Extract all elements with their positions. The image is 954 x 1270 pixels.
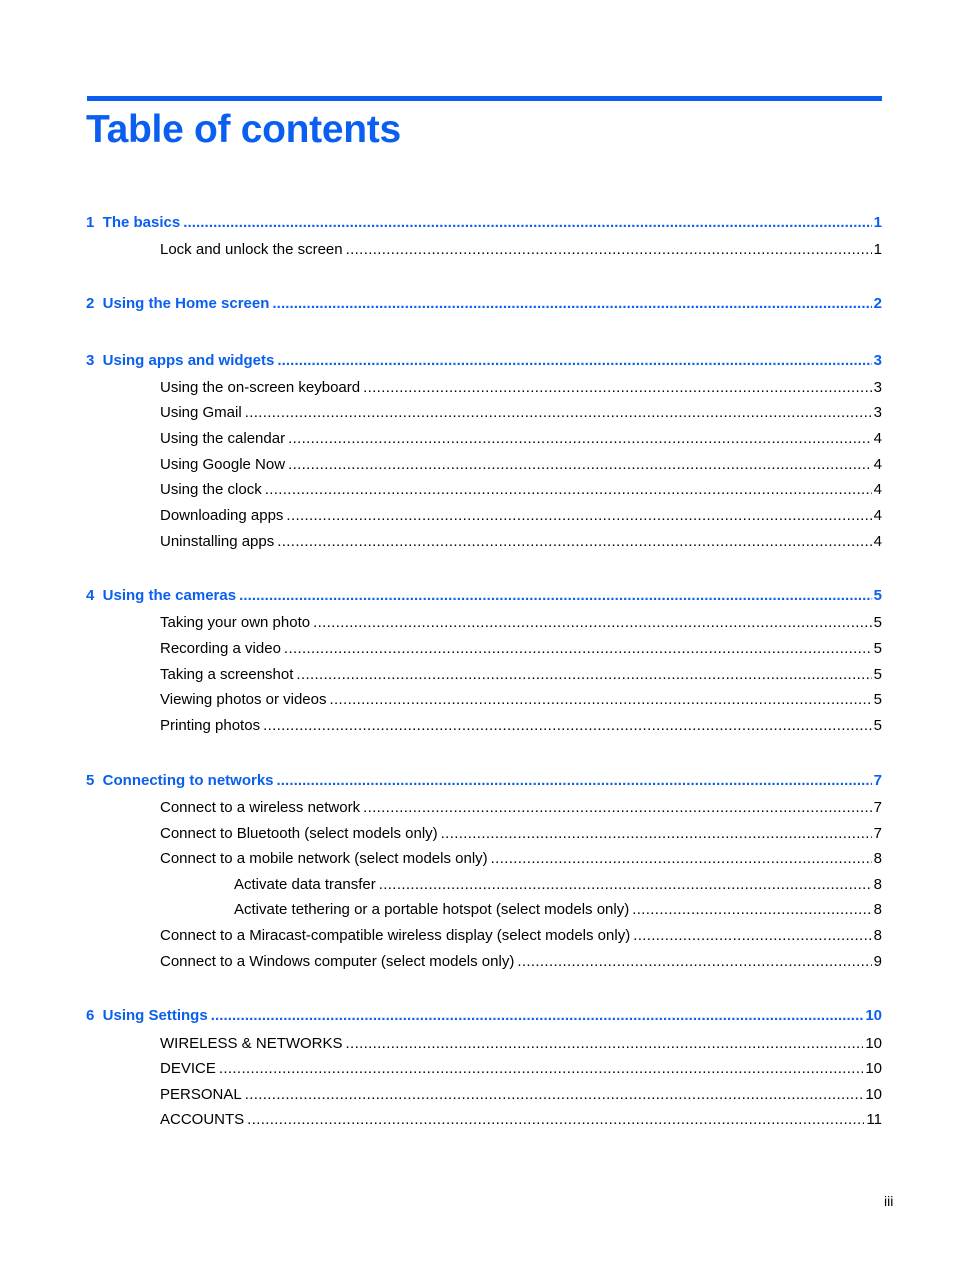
toc-entry-page: 4 — [873, 456, 882, 473]
toc-entry-label: Activate tethering or a portable hotspot (select models only) — [234, 901, 630, 918]
toc-entry-label: 3 Using apps and widgets — [86, 352, 275, 369]
toc-entry-page: 2 — [873, 295, 882, 312]
toc-entry-page: 3 — [873, 352, 882, 369]
toc-entry-page: 1 — [873, 214, 882, 231]
page-number: iii — [884, 1193, 894, 1209]
toc-section-entry[interactable] — [160, 1110, 882, 1130]
toc-entry-page: 5 — [873, 640, 882, 657]
dot-leader — [247, 1110, 864, 1130]
toc-entry-label: Using Google Now — [160, 456, 286, 473]
toc-entry-label: Connect to a Windows computer (select models only) — [160, 953, 515, 970]
dot-leader — [211, 1006, 864, 1026]
toc-entry-label: Taking a screenshot — [160, 666, 294, 683]
toc-chapter-entry[interactable] — [86, 294, 882, 314]
toc-entry-page: 3 — [873, 379, 882, 396]
dot-leader — [363, 378, 872, 398]
toc-section-entry[interactable] — [160, 690, 882, 710]
toc-entry-label: Printing photos — [160, 717, 261, 734]
dot-leader — [517, 952, 871, 972]
toc-entry-page: 4 — [873, 481, 882, 498]
toc-section-entry[interactable] — [160, 506, 882, 526]
toc-entry-page: 5 — [873, 587, 882, 604]
toc-section-entry[interactable] — [160, 1034, 882, 1054]
toc-entry-page: 8 — [873, 876, 882, 893]
toc-entry-page: 4 — [873, 533, 882, 550]
toc-entry-page: 5 — [873, 717, 882, 734]
toc-section-entry[interactable] — [160, 480, 882, 500]
dot-leader — [491, 849, 872, 869]
toc-section-entry[interactable] — [234, 875, 882, 895]
toc-entry-label: 5 Connecting to networks — [86, 772, 274, 789]
toc-entry-page: 3 — [873, 404, 882, 421]
toc-chapter-entry[interactable] — [86, 213, 882, 233]
dot-leader — [363, 798, 872, 818]
toc-entry-page: 7 — [873, 825, 882, 842]
toc-entry-page: 8 — [873, 901, 882, 918]
toc-entry-label: 4 Using the cameras — [86, 587, 237, 604]
toc-section-entry[interactable] — [160, 1085, 882, 1105]
toc-entry-label: Uninstalling apps — [160, 533, 275, 550]
toc-section-entry[interactable] — [160, 926, 882, 946]
toc-entry-label: Taking your own photo — [160, 614, 311, 631]
toc-entry-label: Viewing photos or videos — [160, 691, 327, 708]
toc-entry-label: Using the calendar — [160, 430, 286, 447]
toc-entry-label: 1 The basics — [86, 214, 181, 231]
toc-chapter-entry[interactable] — [86, 586, 882, 606]
toc-entry-label: Activate data transfer — [234, 876, 376, 893]
dot-leader — [277, 351, 871, 371]
toc-entry-page: 5 — [873, 666, 882, 683]
dot-leader — [277, 532, 871, 552]
toc-section-entry[interactable] — [160, 849, 882, 869]
toc-section-entry[interactable] — [160, 240, 882, 260]
dot-leader — [379, 875, 872, 895]
dot-leader — [313, 613, 872, 633]
dot-leader — [633, 926, 871, 946]
toc-entry-page: 5 — [873, 614, 882, 631]
toc-entry-label: 6 Using Settings — [86, 1007, 208, 1024]
dot-leader — [286, 506, 871, 526]
toc-entry-page: 1 — [873, 241, 882, 258]
toc-section-entry[interactable] — [234, 900, 882, 920]
dot-leader — [632, 900, 871, 920]
toc-section-entry[interactable] — [160, 665, 882, 685]
page-title: Table of contents — [86, 108, 401, 151]
toc-section-entry[interactable] — [160, 716, 882, 736]
dot-leader — [219, 1059, 863, 1079]
dot-leader — [272, 294, 871, 314]
dot-leader — [239, 586, 872, 606]
toc-entry-label: Connect to Bluetooth (select models only) — [160, 825, 438, 842]
dot-leader — [265, 480, 872, 500]
toc-entry-page: 7 — [873, 772, 882, 789]
toc-entry-label: Lock and unlock the screen — [160, 241, 343, 258]
toc-entry-label: Connect to a mobile network (select models only) — [160, 850, 488, 867]
toc-section-entry[interactable] — [160, 532, 882, 552]
dot-leader — [277, 771, 872, 791]
dot-leader — [346, 1034, 864, 1054]
toc-chapter-entry[interactable] — [86, 351, 882, 371]
toc-entry-label: ACCOUNTS — [160, 1111, 245, 1128]
dot-leader — [183, 213, 871, 233]
toc-section-entry[interactable] — [160, 824, 882, 844]
toc-section-entry[interactable] — [160, 429, 882, 449]
toc-section-entry[interactable] — [160, 1059, 882, 1079]
dot-leader — [284, 639, 872, 659]
toc-entry-page: 8 — [873, 927, 882, 944]
toc-entry-label: Connect to a wireless network — [160, 799, 361, 816]
toc-entry-page: 4 — [873, 430, 882, 447]
toc-entry-label: Using Gmail — [160, 404, 242, 421]
toc-section-entry[interactable] — [160, 455, 882, 475]
toc-section-entry[interactable] — [160, 378, 882, 398]
toc-entry-page: 9 — [873, 953, 882, 970]
toc-entry-page: 5 — [873, 691, 882, 708]
dot-leader — [245, 403, 872, 423]
toc-entry-page: 7 — [873, 799, 882, 816]
toc-section-entry[interactable] — [160, 952, 882, 972]
toc-entry-label: Connect to a Miracast-compatible wireless display (select models only) — [160, 927, 631, 944]
toc-entry-label: PERSONAL — [160, 1086, 242, 1103]
toc-entry-label: Using the clock — [160, 481, 262, 498]
dot-leader — [263, 716, 872, 736]
toc-entry-page: 4 — [873, 507, 882, 524]
dot-leader — [288, 429, 872, 449]
toc-entry-page: 11 — [866, 1111, 882, 1128]
toc-entry-label: Recording a video — [160, 640, 281, 657]
toc-entry-page: 10 — [865, 1035, 882, 1052]
toc-section-entry[interactable] — [160, 403, 882, 423]
toc-entry-label: DEVICE — [160, 1060, 216, 1077]
toc-section-entry[interactable] — [160, 639, 882, 659]
toc-chapter-entry[interactable] — [86, 1006, 882, 1026]
toc-entry-label: WIRELESS & NETWORKS — [160, 1035, 343, 1052]
toc-entry-page: 8 — [873, 850, 882, 867]
dot-leader — [346, 240, 872, 260]
toc-section-entry[interactable] — [160, 613, 882, 633]
toc-entry-label: 2 Using the Home screen — [86, 295, 270, 312]
dot-leader — [245, 1085, 864, 1105]
toc-entry-page: 10 — [865, 1060, 882, 1077]
toc-chapter-entry[interactable] — [86, 771, 882, 791]
toc-entry-page: 10 — [865, 1007, 882, 1024]
toc-entry-label: Using the on-screen keyboard — [160, 379, 361, 396]
toc-entry-page: 10 — [865, 1086, 882, 1103]
toc-section-entry[interactable] — [160, 798, 882, 818]
dot-leader — [330, 690, 872, 710]
dot-leader — [288, 455, 872, 475]
dot-leader — [441, 824, 872, 844]
dot-leader — [296, 665, 871, 685]
toc-entry-label: Downloading apps — [160, 507, 284, 524]
